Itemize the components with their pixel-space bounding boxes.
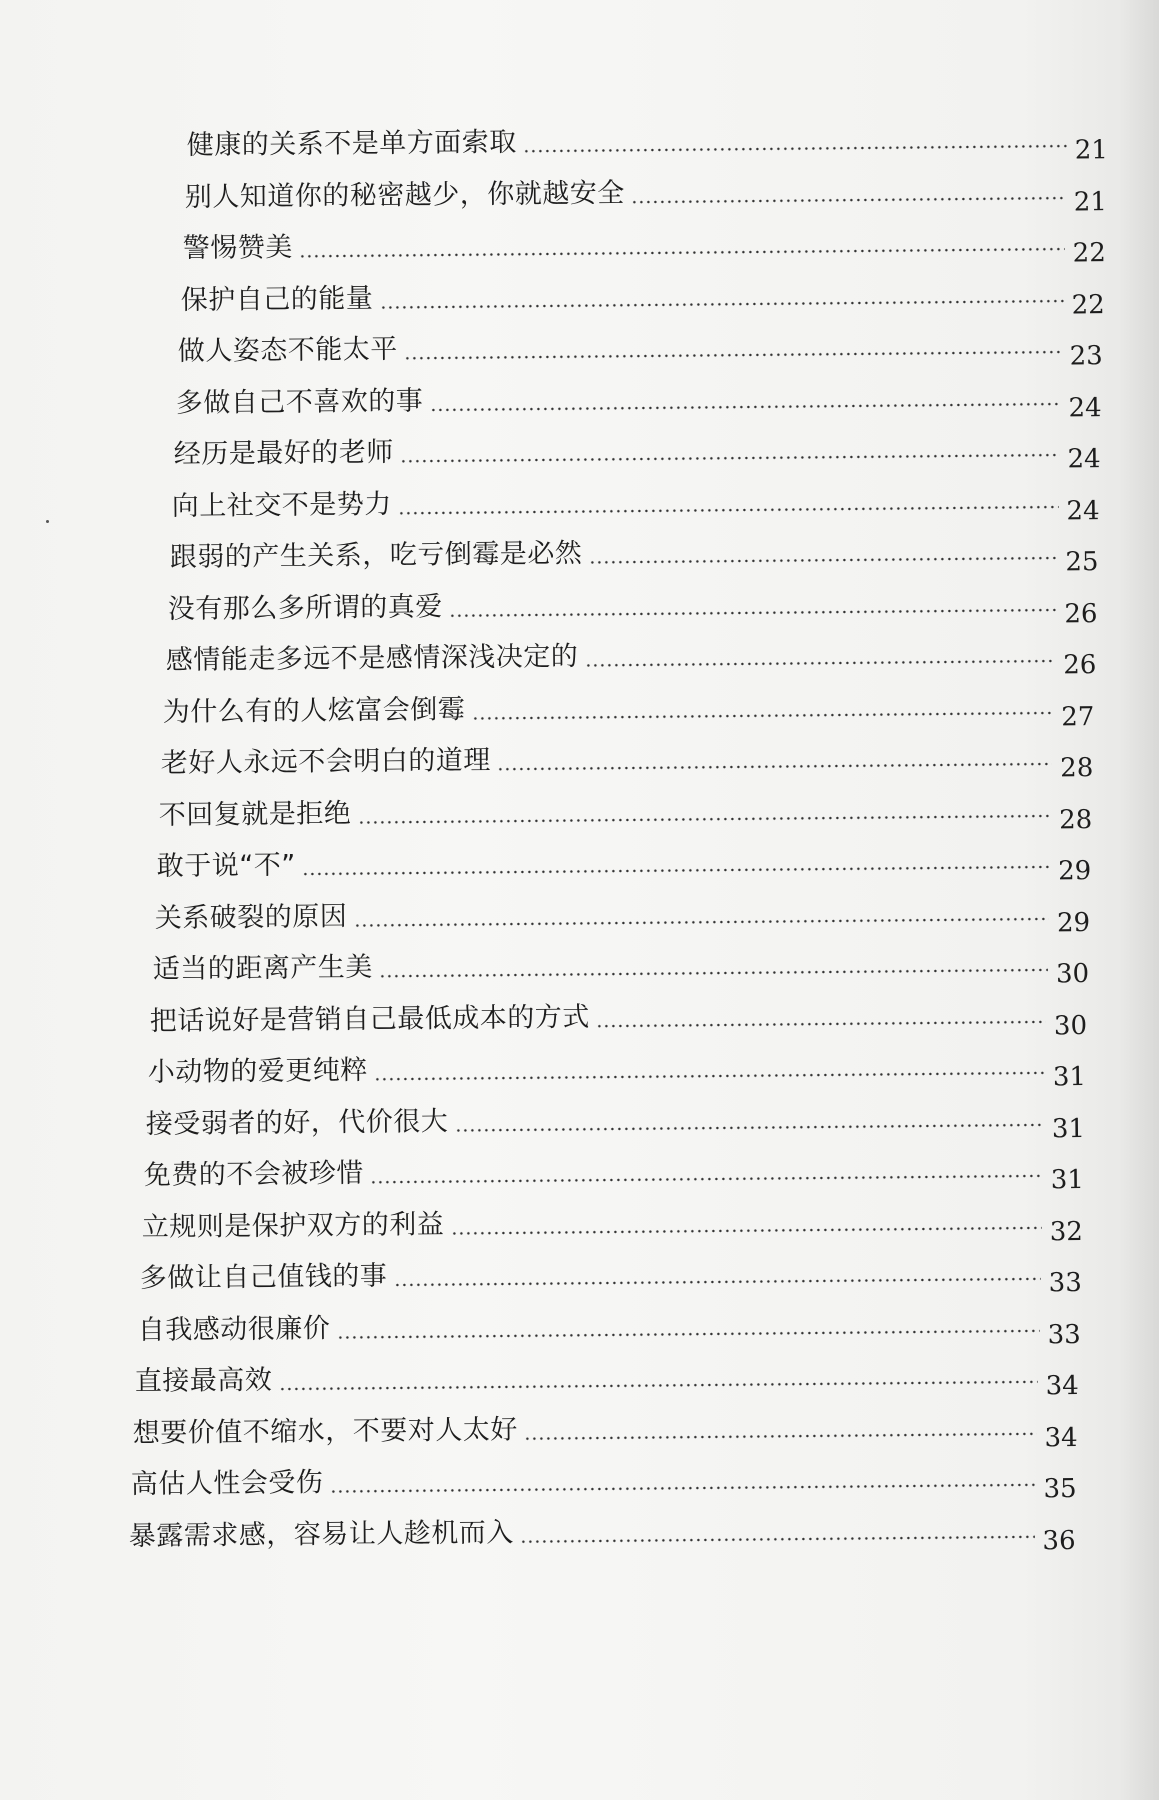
toc-entry	[129, 1509, 1076, 1554]
dot-leader	[584, 659, 1055, 667]
toc-entry	[182, 222, 1105, 267]
toc-entry	[133, 1406, 1078, 1451]
dot-leader	[299, 248, 1065, 258]
dot-leader	[631, 196, 1066, 203]
toc-entry-page-number: 31	[1053, 1061, 1087, 1093]
toc-entry	[157, 840, 1092, 885]
dot-leader	[449, 608, 1056, 617]
toc-entry	[144, 1149, 1084, 1194]
toc-entry-page-number: 30	[1055, 959, 1089, 990]
toc-entry-page-number: 21	[1073, 186, 1107, 217]
dot-leader	[588, 556, 1057, 564]
toc-entry-page-number: 24	[1067, 444, 1101, 475]
dot-leader	[393, 1277, 1040, 1286]
toc-entry-page-number: 21	[1074, 135, 1109, 166]
dot-leader	[374, 1071, 1045, 1080]
toc-entry-title: 关系破裂的原因	[154, 900, 348, 934]
toc-entry	[172, 480, 1100, 525]
toc-entry-title: 别人知道你的秘密越少，你就越安全	[184, 177, 625, 213]
toc-entry-title: 没有那么多所谓的真爱	[167, 590, 443, 625]
toc-entry	[187, 119, 1108, 164]
dot-leader	[353, 917, 1049, 927]
toc-entry-page-number: 28	[1060, 753, 1094, 784]
dot-leader	[497, 762, 1052, 770]
toc-entry	[146, 1097, 1085, 1142]
toc-entry-page-number: 22	[1071, 289, 1105, 320]
toc-entry-page-number: 25	[1065, 547, 1099, 578]
dot-leader	[279, 1380, 1038, 1390]
toc-entry-page-number: 31	[1051, 1113, 1086, 1144]
toc-entry-page-number: 33	[1047, 1319, 1081, 1350]
toc-entry	[152, 943, 1088, 988]
dot-leader	[523, 145, 1067, 153]
toc-entry-title: 感情能走多远不是感情深浅决定的	[165, 641, 578, 677]
dot-leader	[596, 1020, 1046, 1027]
toc-entry-page-number: 26	[1063, 598, 1098, 629]
toc-entry-page-number: 35	[1043, 1473, 1077, 1505]
toc-entry-page-number: 36	[1042, 1525, 1076, 1556]
toc-entry-title: 暴露需求感，容易让人趁机而入	[128, 1516, 514, 1552]
toc-entry-title: 想要价值不缩水，不要对人太好	[132, 1413, 519, 1449]
dot-leader	[329, 1483, 1035, 1493]
dot-leader	[398, 505, 1059, 514]
toc-entry	[141, 1200, 1082, 1245]
toc-entry-title: 直接最高效	[135, 1364, 273, 1398]
toc-entry-title: 免费的不会被珍惜	[143, 1157, 364, 1192]
toc-entry-page-number: 33	[1048, 1267, 1082, 1299]
toc-entry-title: 多做让自己值钱的事	[139, 1260, 388, 1295]
toc-entry	[139, 1252, 1081, 1297]
toc-entry	[178, 325, 1103, 370]
toc-entry-title: 跟弱的产生关系，吃亏倒霉是必然	[169, 538, 583, 574]
toc-entry-page-number: 24	[1066, 495, 1100, 526]
toc-entry-title: 自我感动很廉价	[137, 1312, 331, 1346]
toc-entry-title: 多做自己不喜欢的事	[175, 385, 424, 419]
toc-entry-page-number: 34	[1044, 1422, 1079, 1453]
dot-leader	[400, 453, 1060, 462]
toc-entry-page-number: 22	[1072, 238, 1106, 269]
toc-entry	[163, 686, 1095, 731]
toc-entry-title: 接受弱者的好，代价很大	[145, 1105, 449, 1140]
toc-entry-page-number: 29	[1056, 907, 1091, 938]
dot-leader	[455, 1123, 1044, 1132]
toc-entry	[174, 428, 1101, 473]
toc-entry	[161, 737, 1094, 782]
toc-entry-page-number: 34	[1045, 1370, 1080, 1402]
toc-entry-page-number: 26	[1062, 650, 1097, 681]
dot-leader	[404, 351, 1062, 360]
toc-entry-title: 小动物的爱更纯粹	[147, 1054, 369, 1089]
dot-leader	[336, 1329, 1039, 1339]
toc-entry	[148, 1046, 1086, 1091]
toc-entry	[150, 995, 1087, 1040]
toc-entry	[154, 892, 1090, 937]
toc-entry-title: 适当的距离产生美	[152, 951, 373, 986]
toc-entry-title: 不回复就是拒绝	[158, 797, 352, 831]
toc-entry-page-number: 32	[1049, 1216, 1083, 1247]
dot-leader	[378, 968, 1047, 977]
toc-entry	[169, 531, 1098, 576]
toc-entry-page-number: 28	[1059, 804, 1093, 835]
toc-entry	[184, 171, 1106, 216]
toc-entry-title: 敢于说“不”	[156, 849, 296, 883]
toc-entry-page-number: 23	[1069, 341, 1104, 372]
toc-entry-title: 高估人性会受伤	[130, 1467, 324, 1501]
toc-entry-title: 警惕赞美	[182, 231, 293, 265]
toc-entry-title: 健康的关系不是单方面索取	[186, 126, 517, 162]
toc-entry-title: 老好人永远不会明白的道理	[160, 744, 492, 780]
toc-entry-title: 做人姿态不能太平	[178, 333, 399, 368]
toc-entry	[135, 1355, 1079, 1400]
dot-leader	[450, 1226, 1041, 1235]
toc-entry	[176, 377, 1102, 422]
dot-leader	[357, 814, 1051, 824]
toc-entry-page-number: 30	[1054, 1010, 1088, 1041]
toc-entry-title: 经历是最好的老师	[173, 436, 395, 471]
dot-leader	[370, 1174, 1043, 1183]
toc-entry-title: 为什么有的人炫富会倒霉	[163, 693, 466, 728]
toc-entry-page-number: 31	[1050, 1164, 1085, 1196]
toc-entry	[165, 634, 1096, 679]
dot-leader	[302, 865, 1050, 875]
toc-entry	[167, 583, 1097, 628]
dot-leader	[472, 711, 1054, 720]
toc-entry	[131, 1458, 1077, 1503]
toc-entry-title: 把话说好是营销自己最低成本的方式	[150, 1001, 591, 1037]
toc-entry-title: 向上社交不是势力	[171, 488, 392, 522]
toc-entry-title: 保护自己的能量	[180, 282, 374, 316]
toc-entry-page-number: 27	[1061, 701, 1095, 732]
toc-entry-page-number: 24	[1068, 392, 1103, 423]
toc-entry	[159, 789, 1093, 834]
toc-entry	[180, 274, 1104, 319]
dot-leader	[524, 1432, 1037, 1440]
toc-entry-title: 立规则是保护双方的利益	[141, 1208, 445, 1243]
toc-entry	[137, 1303, 1080, 1348]
dot-leader	[520, 1535, 1035, 1543]
toc-entry-page-number: 29	[1057, 856, 1092, 887]
dot-leader	[430, 402, 1061, 411]
dot-leader	[379, 299, 1063, 309]
